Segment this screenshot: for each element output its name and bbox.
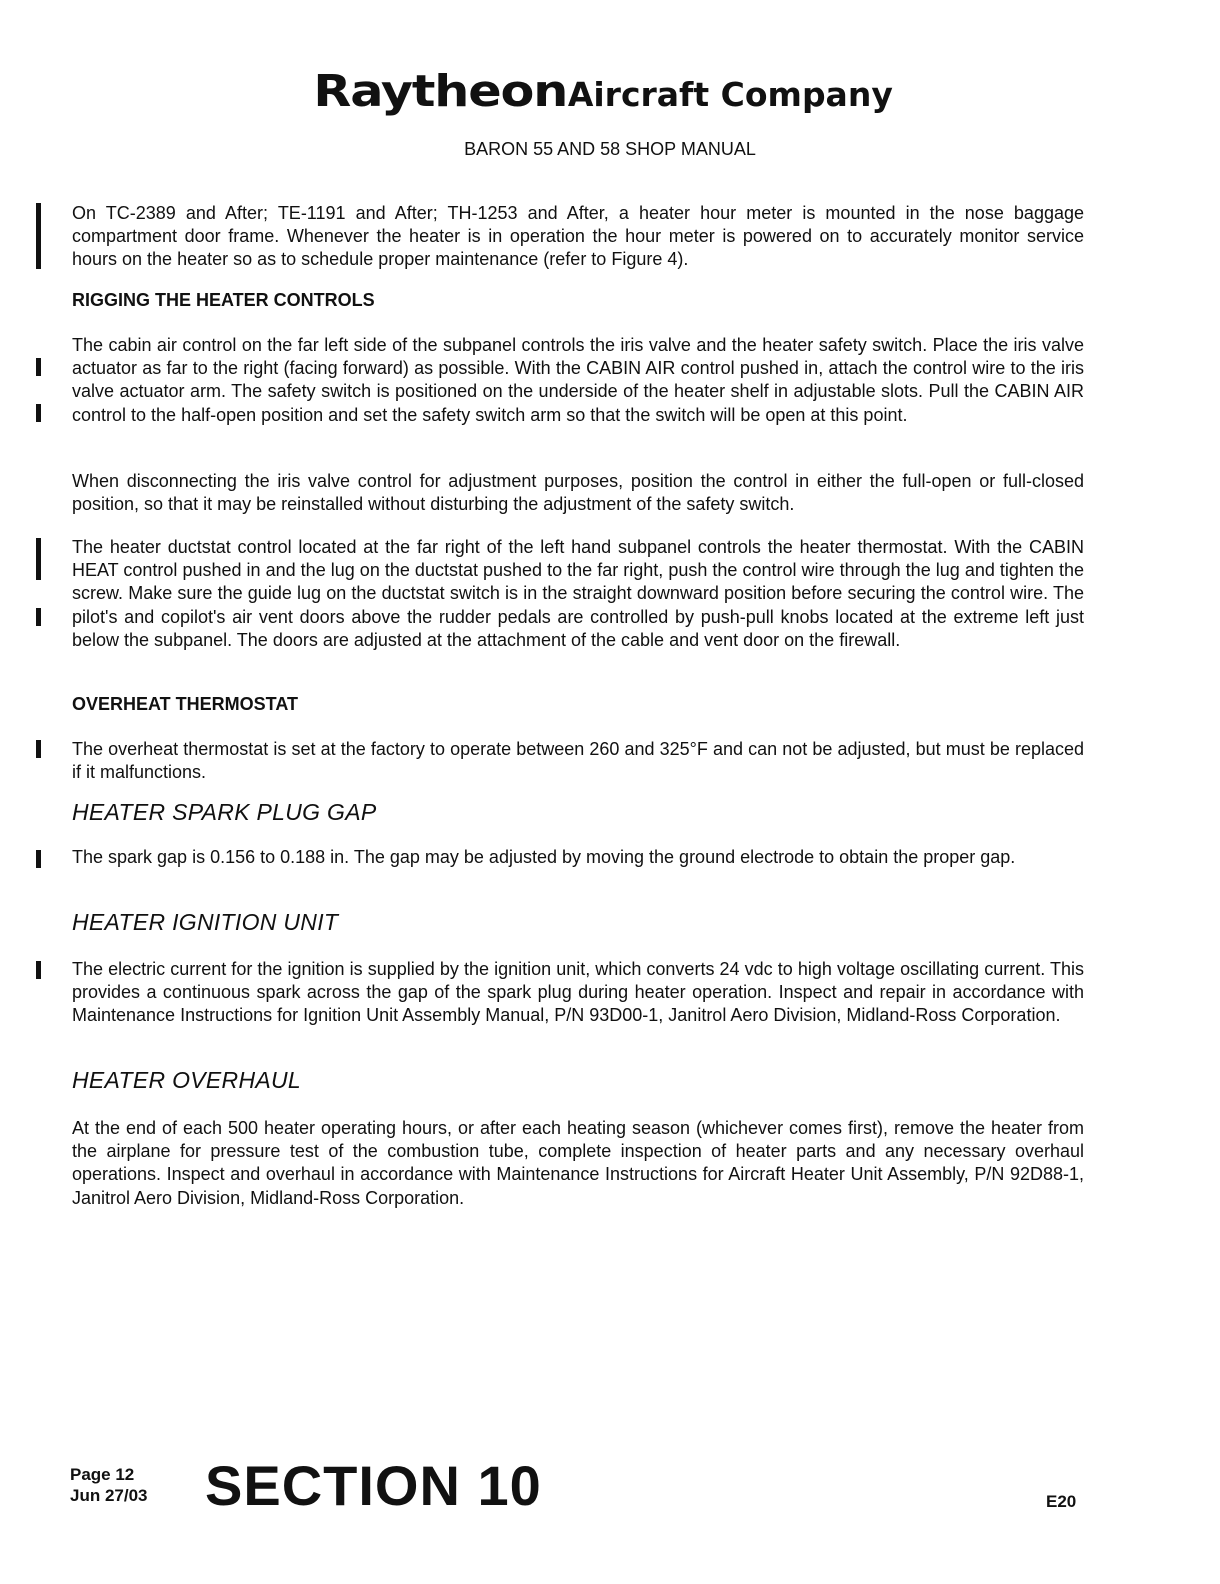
change-bar — [36, 538, 41, 580]
page-header — [0, 66, 1220, 117]
page-number: Page 12 — [70, 1465, 135, 1484]
spark-plug-heading: HEATER SPARK PLUG GAP — [72, 799, 377, 825]
page-info — [70, 1464, 148, 1506]
change-bar — [36, 358, 41, 376]
change-bar — [36, 404, 41, 422]
overheat-paragraph: The overheat thermostat is set at the factory to operate between 260 and 325°F and can not be adjusted, but must be replaced if it malfunctions. — [72, 739, 1084, 783]
overhaul-heading: HEATER OVERHAUL — [72, 1067, 302, 1093]
page-date: Jun 27/03 — [70, 1486, 148, 1505]
change-bar — [36, 608, 41, 626]
hour-meter-paragraph: On TC-2389 and After; TE-1191 and After; TH-1253 and After, a heater hour meter is mounted in the nose baggage compartment door frame. Whenever the heater is in operation the hour meter is powered on to accurately monitor service hours on the heater so as to schedule proper maintenance (refer to Figure 4). — [72, 203, 1084, 270]
spark-gap-paragraph: The spark gap is 0.156 to 0.188 in. The gap may be adjusted by moving the ground electrode to obtain the proper gap. — [72, 847, 1016, 867]
rigging-paragraph-2: When disconnecting the iris valve control for adjustment purposes, position the control in either the full-open or full-closed position, so that it may be reinstalled without disturbing the adjustment of the safety switch. — [72, 471, 1084, 515]
ignition-paragraph: The electric current for the ignition is supplied by the ignition unit, which converts 24 vdc to high voltage oscillating current. This provides a continuous spark across the gap of the spark plug during heater operation. Inspect and repair in accordance with Maintenance Instructions for Ignition Unit Assembly Manual, P/N 93D00-1, Janitrol Aero Division, Midland-Ross Corporation. — [72, 959, 1084, 1026]
overhaul-paragraph: At the end of each 500 heater operating hours, or after each heating season (whichever comes first), remove the heater from the airplane for pressure test of the combustion tube, complete inspection of heater parts and any necessary overhaul operations. Inspect and overhaul in accordance with Maintenance Instructions for Aircraft Heater Unit Assembly, P/N 92D88-1, Janitrol Aero Division, Midland-Ross Corporation. — [72, 1118, 1084, 1208]
manual-title: BARON 55 AND 58 SHOP MANUAL — [464, 139, 756, 159]
rigging-heading: RIGGING THE HEATER CONTROLS — [72, 290, 375, 310]
change-bar — [36, 850, 41, 868]
section-title: SECTION 10 — [205, 1454, 542, 1517]
rigging-paragraph-1: The cabin air control on the far left side of the subpanel controls the iris valve and the heater safety switch. Place the iris valve actuator as far to the right (facing forward) as possible. With the CABIN AIR control pushed in, attach the control wire to the iris valve actuator arm. The safety switch is positioned on the underside of the heater shelf in adjustable slots. Pull the CABIN AIR control to the half-open position and set the safety switch arm so that the switch will be open at this point. — [72, 335, 1084, 425]
ignition-unit-heading: HEATER IGNITION UNIT — [72, 909, 339, 935]
effectivity-code: E20 — [1046, 1492, 1077, 1511]
change-bar — [36, 740, 41, 758]
change-bar — [36, 203, 41, 269]
brand-logo: Raytheon — [313, 66, 568, 117]
brand-suffix: Aircraft Company — [567, 75, 893, 114]
change-bar — [36, 961, 41, 979]
rigging-paragraph-3: The heater ductstat control located at the far right of the left hand subpanel controls the heater thermostat. With the CABIN HEAT control pushed in and the lug on the ductstat pushed to the far right, push the control wire through the lug and tighten the screw. Make sure the guide lug on the ductstat switch is in the straight downward position before securing the control wire. The pilot's and copilot's air vent doors above the rudder pedals are controlled by push-pull knobs located at the extreme left just below the subpanel. The doors are adjusted at the attachment of the cable and vent door on the firewall. — [72, 537, 1084, 650]
overheat-heading: OVERHEAT THERMOSTAT — [72, 694, 298, 714]
